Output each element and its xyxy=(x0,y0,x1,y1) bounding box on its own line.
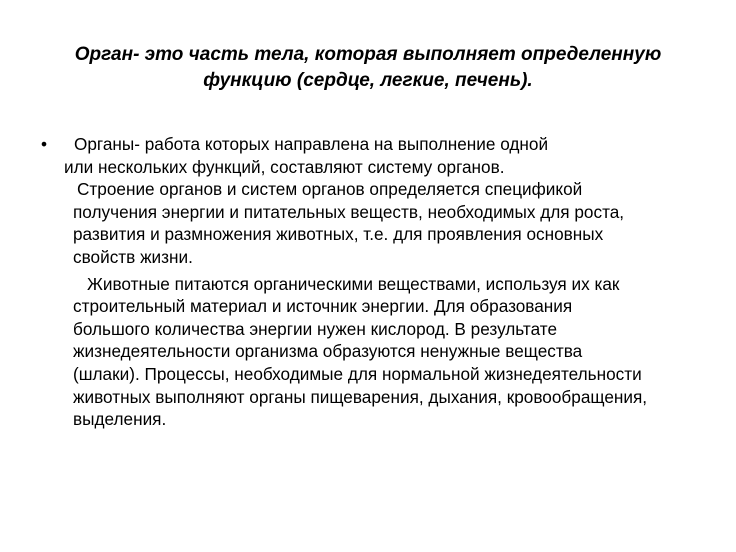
paragraph-line: развития и размножения животных, т.е. для проявления основных xyxy=(73,224,604,245)
paragraph-line: Животные питаются органическими веществами, используя их как xyxy=(87,273,620,294)
paragraph-line: Строение органов и систем органов определяется спецификой xyxy=(77,179,583,200)
slide-body xyxy=(0,133,736,431)
paragraph-line: большого количества энергии нужен кислород. В результате xyxy=(73,318,558,339)
bullet-continuation: или нескольких функций, составляют систему органов. xyxy=(64,156,505,177)
paragraph-line: (шлаки). Процессы, необходимые для нормальной жизнедеятельности xyxy=(73,363,642,384)
bullet-item xyxy=(0,133,736,156)
paragraph-structure xyxy=(0,178,736,268)
paragraph-nutrition xyxy=(0,273,736,431)
paragraph-line: свойств жизни. xyxy=(73,246,193,267)
bullet-text: Органы- работа которых направлена на выполнение одной xyxy=(74,134,549,154)
slide-title-line: функцию (сердце, легкие, печень). xyxy=(203,70,533,91)
bullet-icon: • xyxy=(41,134,48,154)
slide-title-line: Орган- это часть тела, которая выполняет определенную xyxy=(74,44,662,65)
paragraph-line: выделения. xyxy=(73,409,167,430)
paragraph-line: строительный материал и источник энергии. Для образования xyxy=(73,296,573,317)
paragraph-line: жизнедеятельности организма образуются ненужные вещества xyxy=(73,341,583,362)
paragraph-line: получения энергии и питательных веществ, необходимых для роста, xyxy=(73,201,625,222)
paragraph-line: животных выполняют органы пищеварения, дыхания, кровообращения, xyxy=(73,386,648,407)
slide-title xyxy=(40,42,696,94)
